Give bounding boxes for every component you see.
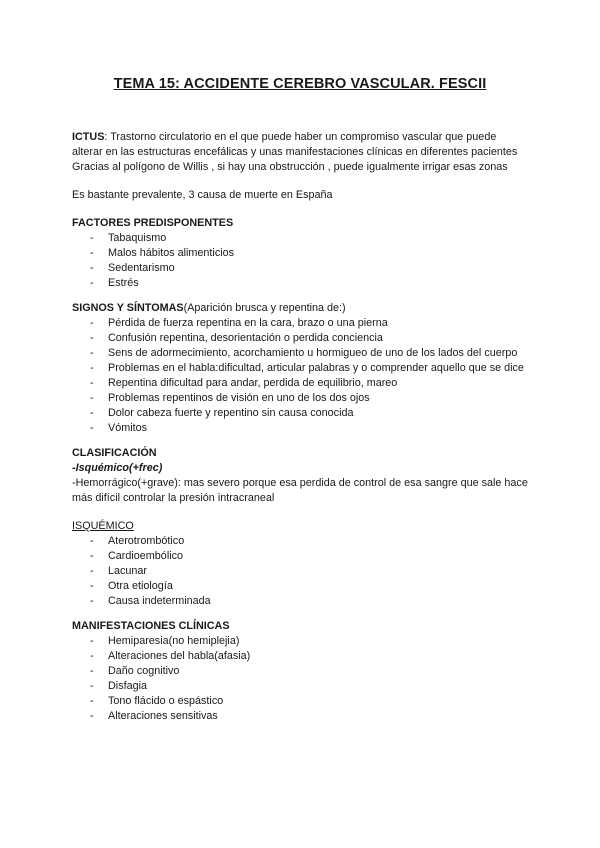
list-item: - Disfagia [72,679,528,694]
list-item: - Aterotrombótico [72,534,528,549]
hemorragico-type: -Hemorrágico(+grave): mas severo porque esa perdida de control de esa sangre que sale hace más difícil controlar la presión intracraneal [72,477,528,504]
list-item: - Daño cognitivo [72,664,528,679]
signos-list [72,316,528,436]
ictus-definition [72,130,528,160]
list-item: - Tono flácido o espástico [72,694,528,709]
willis-note: Gracias al polígono de Willis , si hay una obstrucción , puede igualmente irrigar esas zonas [72,161,508,173]
list-item: - Sens de adormecimiento, acorchamiento u hormigueo de uno de los lados del cuerpo [72,346,528,361]
list-item: - Malos hábitos alimenticios [72,246,528,261]
isquemico-type: -Isquémico(+frec) [72,462,163,474]
ictus-definition-text: : Trastorno circulatorio en el que puede haber un compromiso vascular que puede alterar en las estructuras encefálicas y unas manifestaciones clínicas en diferentes pacientes [72,131,518,158]
manifestaciones-list [72,634,528,724]
signos-heading: SIGNOS Y SÍNTOMAS [72,302,184,314]
document-title: TEMA 15: ACCIDENTE CEREBRO VASCULAR. FESCII [113,76,487,92]
clasificacion-heading: CLASIFICACIÓN [72,447,157,459]
signos-heading-line [72,301,528,316]
list-item: - Causa indeterminada [72,594,528,609]
list-item: - Alteraciones del habla(afasia) [72,649,528,664]
list-item: - Cardioembólico [72,549,528,564]
list-item: - Problemas repentinos de visión en uno de los dos ojos [72,391,528,406]
list-item: - Sedentarismo [72,261,528,276]
list-item: - Repentina dificultad para andar, perdida de equilibrio, mareo [72,376,528,391]
document-body [72,130,528,724]
list-item: - Tabaquismo [72,231,528,246]
isquemico-list [72,534,528,609]
list-item: - Hemiparesia(no hemiplejia) [72,634,528,649]
list-item: - Problemas en el habla:dificultad, articular palabras y o comprender aquello que se dice [72,361,528,376]
factores-heading: FACTORES PREDISPONENTES [72,217,234,229]
list-item: - Alteraciones sensitivas [72,709,528,724]
list-item: - Otra etiología [72,579,528,594]
ictus-term: ICTUS [72,131,105,143]
manifestaciones-heading: MANIFESTACIONES CLÍNICAS [72,620,230,632]
list-item: - Dolor cabeza fuerte y repentino sin causa conocida [72,406,528,421]
list-item: - Pérdida de fuerza repentina en la cara, brazo o una pierna [72,316,528,331]
factores-list [72,231,528,291]
list-item: - Vómitos [72,421,528,436]
list-item: - Confusión repentina, desorientación o perdida conciencia [72,331,528,346]
signos-subtitle: (Aparición brusca y repentina de:) [183,302,346,314]
list-item: - Lacunar [72,564,528,579]
prevalence-note: Es bastante prevalente, 3 causa de muerte en España [72,189,333,201]
isquemico-heading: ISQUÉMICO [72,520,134,532]
list-item: - Estrés [72,276,528,291]
